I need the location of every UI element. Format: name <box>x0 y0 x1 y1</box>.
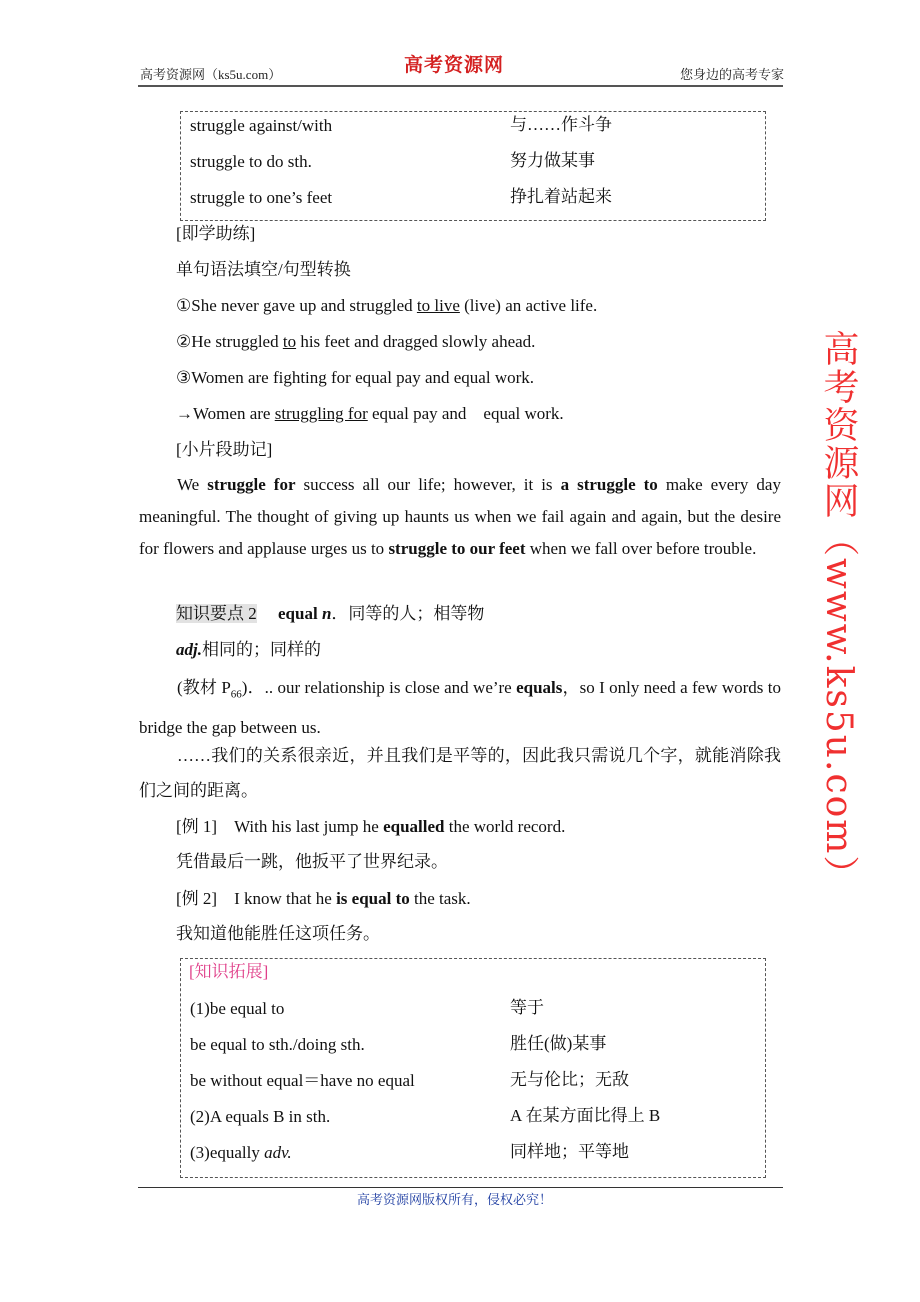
phrase-meaning: 努力做某事 <box>510 151 595 170</box>
phrase-box <box>180 111 766 221</box>
phrase: struggle to do sth. <box>190 152 312 171</box>
phrase-meaning: 无与伦比；无敌 <box>510 1070 629 1089</box>
memo-paragraph: We struggle for success all our life; however, it is a struggle to make every day meaningful. The thought of giving up haunts us when we fail again and again, but the desire for flowers and applause urges us to struggle to our feet when we fall over before trouble. <box>139 475 781 558</box>
phrase-meaning: 与……作斗争 <box>510 115 612 134</box>
adj-definition: adj.相同的；同样的 <box>176 640 321 659</box>
phrase: struggle to one’s feet <box>190 188 333 207</box>
header-right: 您身边的高考专家 <box>679 67 784 82</box>
example-2: [例 2] I know that he is equal to the task. <box>176 889 471 908</box>
phrase-meaning: 等于 <box>510 998 544 1017</box>
example-2-translation: 我知道他能胜任这项任务。 <box>176 924 380 943</box>
question-2: ②He struggled to his feet and dragged slowly ahead. <box>176 332 536 351</box>
phrase: be without equal＝have no equal <box>190 1071 415 1090</box>
footer-text: 高考资源网版权所有，侵权必究！ <box>357 1192 553 1207</box>
phrase-meaning: 挣扎着站起来 <box>510 187 612 206</box>
example-1: [例 1] With his last jump he equalled the world record. <box>176 817 566 836</box>
extension-box <box>180 958 766 1178</box>
knowledge-point-heading: 知识要点 2 equal n．同等的人；相等物 <box>176 604 485 623</box>
practice-subtitle: 单句语法填空/句型转换 <box>176 260 351 279</box>
practice-title: [即学助练] <box>176 224 256 243</box>
phrase-meaning: A 在某方面比得上 B <box>510 1106 661 1125</box>
phrase: (2)A equals B in sth. <box>190 1107 331 1126</box>
extension-title: [知识拓展] <box>189 962 269 981</box>
memo-title: [小片段助记] <box>176 440 273 459</box>
phrase: (3)equally adv. <box>190 1143 292 1162</box>
question-3: ③Women are fighting for equal pay and equal work. <box>176 368 535 387</box>
header-logo: 高考资源网 <box>404 55 505 76</box>
header-left: 高考资源网（ks5u.com） <box>140 67 282 82</box>
phrase-meaning: 同样地；平等地 <box>510 1142 629 1161</box>
example-1-translation: 凭借最后一跳，他扳平了世界纪录。 <box>176 852 448 871</box>
header-rule <box>138 85 783 87</box>
watermark: 高考资源网（www.ks5u.com） <box>818 330 859 894</box>
quote-translation: ……我们的关系很亲近，并且我们是平等的，因此我只需说几个字，就能消除我们之间的距离。 <box>139 746 781 800</box>
question-4: →Women are struggling for equal pay and equal work. <box>176 404 564 423</box>
phrase: struggle against/with <box>190 116 333 135</box>
phrase: be equal to sth./doing sth. <box>190 1035 365 1054</box>
footer-rule <box>138 1187 783 1188</box>
question-1: ①She never gave up and struggled to live (live) an active life. <box>176 296 598 315</box>
phrase: (1)be equal to <box>190 999 285 1018</box>
phrase-meaning: 胜任(做)某事 <box>510 1034 607 1053</box>
textbook-quote: (教材 $P_{66}$)．.. our relationship is close and we’re equals，so I only need a few words to bridge the gap between us. <box>139 678 781 738</box>
